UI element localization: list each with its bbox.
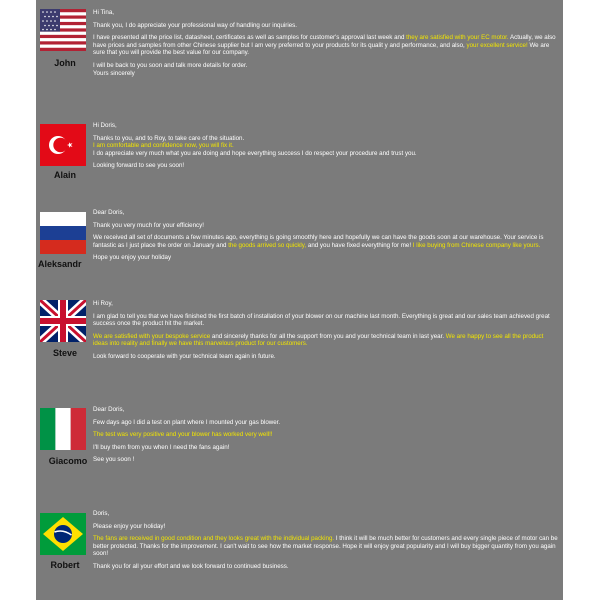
testimonial-robert (36, 508, 563, 600)
message (93, 9, 558, 82)
highlight-text: your excellent service! (466, 41, 528, 49)
paragraph: Please enjoy your holiday! (93, 522, 166, 530)
highlight-text: the goods arrived so quickly, (228, 241, 307, 249)
text: I have presented all the price list, datasheet, certificates as well as samples for customer's approval last week and (93, 34, 407, 42)
closing: Yours sincerely (93, 69, 135, 77)
paragraph (93, 34, 558, 57)
brazil-flag-icon (40, 513, 86, 555)
greeting: Dear Doris, (93, 209, 125, 216)
testimonial-giacomo (36, 402, 563, 508)
author-name: Robert (50, 560, 80, 570)
greeting: Doris, (93, 510, 110, 517)
message (93, 209, 558, 267)
message (93, 510, 558, 576)
text: We received all set of documents a few minutes ago, everything is going smoothly here and hopefully we can have the goods soon at our warehouse. Your service is fantastic as I just place the order on January and (93, 234, 544, 249)
highlight-text: The test was very positive and your blower has worked very well!! (93, 431, 273, 439)
message (93, 406, 558, 469)
italy-flag-icon (40, 408, 86, 450)
highlight-text: I like buying from Chinese company like yours. (412, 241, 541, 249)
testimonial-alain (36, 118, 563, 206)
author-name: Alain (53, 170, 76, 180)
message (93, 122, 558, 175)
paragraph: I'll buy them from you when I need the fans again! (93, 443, 230, 451)
closing: Looking forward to see you soon! (93, 162, 185, 170)
russia-flag-icon (40, 212, 86, 254)
paragraph: Thank you very much for your efficiency! (93, 221, 204, 229)
highlight-text: I am comfortable and confidence now, you will fix it. (93, 142, 234, 150)
testimonial-steve (36, 298, 563, 402)
paragraph (93, 535, 558, 558)
highlight-text: We are happy to see all the product ideas into reality and finally we have this marvelous product for our customers. (93, 332, 544, 348)
text: We are sure that you will provide the best value for our company. (93, 41, 550, 57)
author-name: Giacomo (48, 456, 88, 466)
highlight-text: they are satisfied with your EC motor. (406, 34, 509, 42)
paragraph: Thanks to you, and to Roy, to take care of the situation. (93, 134, 245, 142)
greeting: Hi Tina, (93, 9, 114, 16)
author-name: Steve (52, 348, 78, 358)
paragraph: Thank you, I do appreciate your professional way of handling our inquiries. (93, 21, 297, 29)
greeting: Hi Doris, (93, 122, 117, 129)
paragraph: I am glad to tell you that we have finished the first batch of installation of your blower on our machine last month. Everything is great and our sales team achieved great success once the product hit the market. (93, 312, 550, 328)
highlight-text: We are satisfied with your bespoke service (93, 332, 211, 340)
text: I think it will be much better for customers and every single piece of motor can be better protected. Thanks for the improvement. I can't wait to see how the market response. Hope it will enjoy great popularity and I will buy bigger quantity from you again soon! (93, 535, 558, 558)
testimonials-panel (36, 0, 563, 600)
paragraph: Few days ago I did a test on plant where I mounted your gas blower. (93, 418, 281, 426)
closing: Thank you for all your effort and we look forward to continued business. (93, 562, 289, 570)
message (93, 300, 558, 366)
testimonial-aleksandr (36, 206, 563, 298)
highlight-text: The fans are received in good condition and they looks great with the individual packing. (93, 535, 335, 543)
turkey-flag-icon (40, 124, 86, 166)
text: and you have fixed everything for me! (306, 241, 413, 249)
uk-flag-icon (40, 300, 86, 342)
paragraph (93, 333, 558, 348)
author-name: John (54, 58, 76, 68)
paragraph (93, 234, 558, 249)
paragraph: I will be back to you soon and talk more details for order. (93, 61, 248, 69)
usa-flag-icon (40, 9, 86, 51)
closing: Hope you enjoy your holiday (93, 254, 172, 262)
closing: See you soon ! (93, 456, 135, 464)
greeting: Dear Doris, (93, 406, 125, 413)
text: Actually, we also have prices and samples from other Chinese supplier but I am very preferred to your products for its qualit y and performance, and also, (93, 34, 556, 49)
paragraph: I do appreciate very much what you are doing and hope everything success I do respect your procedure and trust you. (93, 149, 417, 157)
text: and sincerely thanks for all the support from you and your technical team in last year. (210, 332, 446, 340)
author-name: Aleksandr (38, 259, 82, 269)
greeting: Hi Roy, (93, 300, 113, 307)
closing: Look forward to cooperate with your technical team again in future. (93, 352, 276, 360)
testimonial-john (36, 0, 563, 118)
